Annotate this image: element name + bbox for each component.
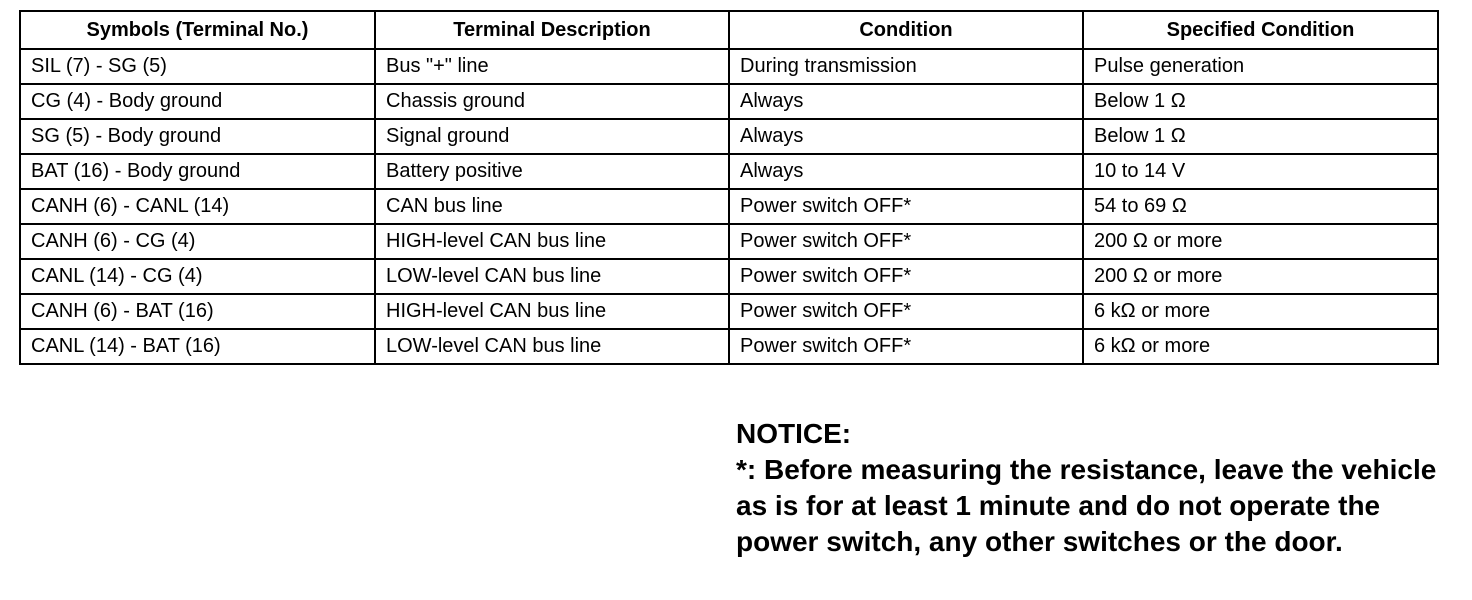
header-specified-condition: Specified Condition <box>1083 11 1438 49</box>
notice-title: NOTICE: <box>736 418 852 449</box>
cell-condition: Power switch OFF* <box>729 329 1083 364</box>
header-condition: Condition <box>729 11 1083 49</box>
table-row <box>20 224 1438 259</box>
table-row <box>20 49 1438 84</box>
cell-condition: Always <box>729 154 1083 189</box>
cell-condition: Power switch OFF* <box>729 259 1083 294</box>
cell-specified: Below 1 Ω <box>1083 84 1438 119</box>
cell-symbols: BAT (16) - Body ground <box>20 154 375 189</box>
table-header-row <box>20 11 1438 49</box>
table-row <box>20 119 1438 154</box>
cell-condition: During transmission <box>729 49 1083 84</box>
cell-symbols: SIL (7) - SG (5) <box>20 49 375 84</box>
cell-description: HIGH-level CAN bus line <box>375 224 729 259</box>
notice-block <box>736 416 1456 560</box>
cell-description: LOW-level CAN bus line <box>375 329 729 364</box>
cell-condition: Power switch OFF* <box>729 189 1083 224</box>
cell-specified: 6 kΩ or more <box>1083 329 1438 364</box>
table-row <box>20 329 1438 364</box>
cell-specified: 200 Ω or more <box>1083 224 1438 259</box>
header-symbols: Symbols (Terminal No.) <box>20 11 375 49</box>
table-row <box>20 154 1438 189</box>
cell-symbols: CANH (6) - CANL (14) <box>20 189 375 224</box>
cell-symbols: CANH (6) - BAT (16) <box>20 294 375 329</box>
cell-description: LOW-level CAN bus line <box>375 259 729 294</box>
cell-specified: Below 1 Ω <box>1083 119 1438 154</box>
table-row <box>20 189 1438 224</box>
cell-condition: Power switch OFF* <box>729 294 1083 329</box>
table-row <box>20 84 1438 119</box>
cell-symbols: SG (5) - Body ground <box>20 119 375 154</box>
cell-specified: 54 to 69 Ω <box>1083 189 1438 224</box>
cell-condition: Power switch OFF* <box>729 224 1083 259</box>
cell-symbols: CANH (6) - CG (4) <box>20 224 375 259</box>
notice-text: *: Before measuring the resistance, leave the vehicle as is for at least 1 minute and do not operate the power switch, any other switches or the door. <box>736 454 1437 557</box>
cell-description: CAN bus line <box>375 189 729 224</box>
cell-symbols: CG (4) - Body ground <box>20 84 375 119</box>
cell-specified: Pulse generation <box>1083 49 1438 84</box>
cell-symbols: CANL (14) - BAT (16) <box>20 329 375 364</box>
cell-symbols: CANL (14) - CG (4) <box>20 259 375 294</box>
cell-specified: 6 kΩ or more <box>1083 294 1438 329</box>
cell-specified: 10 to 14 V <box>1083 154 1438 189</box>
cell-description: Signal ground <box>375 119 729 154</box>
cell-condition: Always <box>729 119 1083 154</box>
cell-specified: 200 Ω or more <box>1083 259 1438 294</box>
table-row <box>20 294 1438 329</box>
cell-description: Battery positive <box>375 154 729 189</box>
cell-description: Chassis ground <box>375 84 729 119</box>
terminal-spec-table <box>19 10 1439 365</box>
cell-condition: Always <box>729 84 1083 119</box>
cell-description: Bus "+" line <box>375 49 729 84</box>
table-row <box>20 259 1438 294</box>
cell-description: HIGH-level CAN bus line <box>375 294 729 329</box>
header-terminal-description: Terminal Description <box>375 11 729 49</box>
